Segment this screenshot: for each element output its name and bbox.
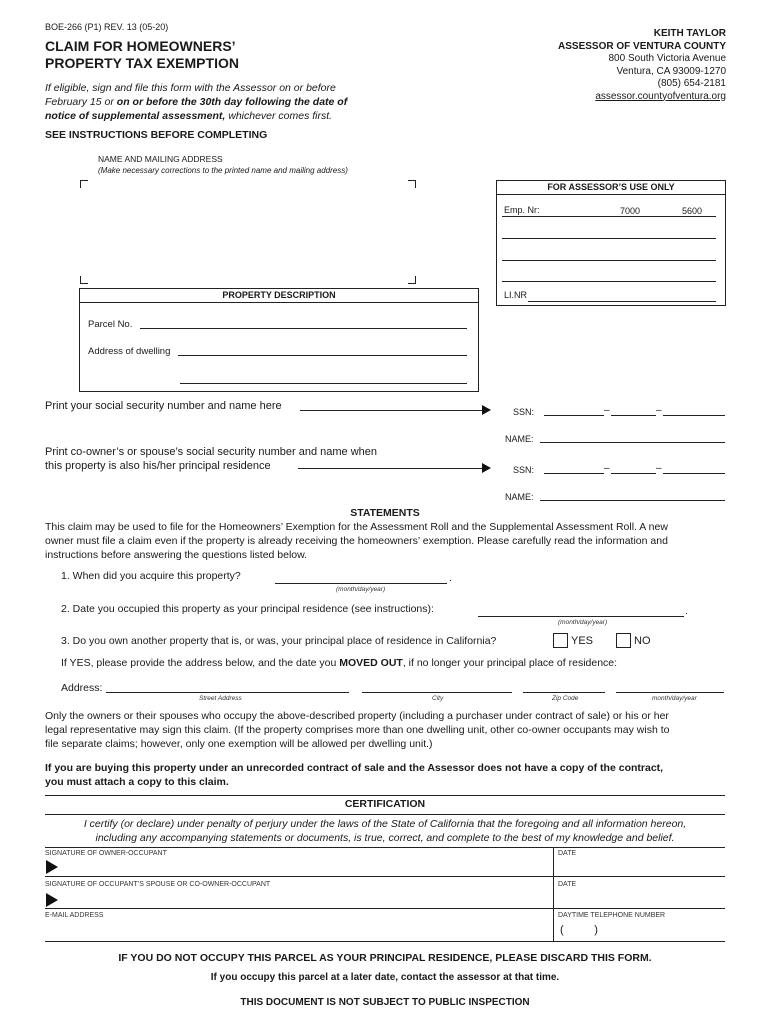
prior-moveout-date-input[interactable] (616, 692, 724, 693)
prior-street-input[interactable] (106, 692, 349, 693)
name-address-note: (Make necessary corrections to the printed name and mailing address) (98, 166, 348, 175)
assessor-city: Ventura, CA 93009-1270 (616, 65, 726, 77)
certification-header-rule (45, 814, 725, 815)
email-label: E-MAIL ADDRESS (45, 912, 104, 919)
see-instructions: SEE INSTRUCTIONS BEFORE COMPLETING (45, 129, 268, 141)
coowner-ssn-dash-1: – (604, 463, 610, 474)
statements-header: STATEMENTS (350, 507, 420, 519)
form-title-line2: PROPERTY TAX EXEMPTION (45, 55, 239, 71)
form-id: BOE-266 (P1) REV. 13 (05-20) (45, 22, 169, 32)
property-description-header: PROPERTY DESCRIPTION (80, 289, 478, 303)
acquire-date-hint: (month/day/year) (336, 586, 386, 593)
phone-label: DAYTIME TELEPHONE NUMBER (558, 912, 666, 919)
parcel-input[interactable] (140, 328, 467, 329)
parcel-label: Parcel No. (88, 319, 133, 330)
coowner-ssn-part1[interactable] (544, 473, 604, 474)
owner-ssn-dash-1: – (604, 405, 610, 416)
discard-notice: IF YOU DO NOT OCCUPY THIS PARCEL AS YOUR PRINCIPAL RESIDENCE, PLEASE DISCARD THIS FORM. (118, 952, 652, 964)
question-2: 2. Date you occupied this property as your principal residence (see instructions): (61, 603, 434, 615)
address-label: Address: (61, 682, 103, 694)
q1-period: . (449, 572, 452, 584)
arrow-right-icon (300, 410, 483, 411)
owner-name-label: NAME: (505, 434, 534, 444)
if-yes-instruction: If YES, please provide the address below, and the date you MOVED OUT, if no longer your principal place of residence: (61, 657, 618, 669)
owner-ssn-part3[interactable] (663, 415, 725, 416)
owner-ssn-label: SSN: (513, 407, 535, 417)
q2-period: . (685, 605, 688, 617)
coowner-name-input[interactable] (540, 500, 725, 501)
question-1: 1. When did you acquire this property? (61, 570, 241, 582)
certification-header: CERTIFICATION (344, 798, 426, 810)
dwelling-address-label: Address of dwelling (88, 346, 171, 357)
sig-row2-top (45, 876, 725, 877)
sig-divider (553, 847, 554, 941)
no-checkbox[interactable] (616, 633, 631, 648)
coowner-ssn-label: SSN: (513, 465, 535, 475)
owner-signature-label: SIGNATURE OF OWNER-OCCUPANT (45, 850, 167, 857)
corner-mark-bl (80, 276, 88, 284)
acquire-date-input[interactable] (275, 583, 447, 584)
question-3: 3. Do you own another property that is, or was, your principal place of residence in California? (61, 635, 497, 647)
spouse-signature-label: SIGNATURE OF OCCUPANT’S SPOUSE OR CO-OWNER-OCCUPANT (45, 881, 271, 888)
corner-mark-tr (408, 180, 416, 188)
coowner-ssn-part3[interactable] (663, 473, 725, 474)
assessor-use-header: FOR ASSESSOR’S USE ONLY (497, 181, 725, 195)
city-hint: City (432, 695, 444, 702)
intro-line3: notice of supplemental assessment, whichever comes first. (45, 110, 333, 122)
moveout-date-hint: month/day/year (652, 695, 697, 702)
owner-ssn-part1[interactable] (544, 415, 604, 416)
phone-field[interactable]: ( ) (560, 924, 598, 936)
later-occupancy-notice: If you occupy this parcel at a later date, contact the assessor at that time. (210, 972, 560, 983)
public-inspection-notice: THIS DOCUMENT IS NOT SUBJECT TO PUBLIC INSPECTION (240, 997, 530, 1008)
corner-mark-br (408, 276, 416, 284)
certification-text-1: I certify (or declare) under penalty of perjury under the laws of the State of California that the foregoing and all information hereon, (83, 818, 687, 830)
zip-hint: Zip Code (552, 695, 579, 702)
email-field[interactable] (45, 920, 550, 940)
assessor-use-box (496, 180, 726, 306)
assessor-line-4 (502, 281, 716, 282)
occupied-date-input[interactable] (478, 616, 684, 617)
coowner-ssn-prompt-2: this property is also his/her principal residence (45, 460, 271, 472)
assessor-street: 800 South Victoria Avenue (608, 53, 726, 64)
owner-ssn-prompt: Print your social security number and name here (45, 400, 282, 412)
sign-here-arrow-icon (46, 860, 58, 874)
assessor-office: ASSESSOR OF VENTURA COUNTY (558, 40, 726, 52)
coowner-ssn-part2[interactable] (611, 473, 656, 474)
sig-row1-top (45, 847, 725, 848)
owner-ssn-part2[interactable] (611, 415, 656, 416)
property-description-box (79, 288, 479, 392)
assessor-line-2 (502, 238, 716, 239)
linr-label: LI.NR (504, 290, 528, 300)
assessor-phone: (805) 654-2181 (657, 78, 726, 89)
statements-intro: This claim may be used to file for the Homeowners’ Exemption for the Assessment Roll and the Supplemental Assessment Roll. A new owner must file a claim even if the property is already receiving the homeowners’ exemption. Please carefully read the information and instructions before answering the questions listed below. (45, 521, 668, 561)
owner-name-input[interactable] (540, 442, 725, 443)
coowner-ssn-dash-2: – (656, 463, 662, 474)
address-window[interactable] (80, 180, 416, 284)
intro-line1: If eligible, sign and file this form with the Assessor on or before (45, 82, 336, 94)
emp-nr-value-2: 5600 (682, 206, 703, 216)
no-label: NO (634, 635, 651, 647)
yes-checkbox[interactable] (553, 633, 568, 648)
sign-here-arrow-icon (46, 893, 58, 907)
assessor-line-3 (502, 260, 716, 261)
corner-mark-tl (80, 180, 88, 188)
sig-row3-top (45, 908, 725, 909)
assessor-website-link[interactable]: assessor.countyofventura.org (595, 90, 726, 102)
sig-bottom (45, 941, 725, 942)
dwelling-address-input-2[interactable] (180, 383, 467, 384)
spouse-date-field[interactable] (558, 889, 724, 907)
assessor-name: KEITH TAYLOR (653, 28, 726, 39)
prior-zip-input[interactable] (523, 692, 605, 693)
certification-text-2: including any accompanying statements or documents, is true, correct, and complete to the best of my knowledge and belief. (95, 832, 675, 844)
intro-line2: February 15 or on or before the 30th day following the date of (45, 96, 348, 108)
eligibility-paragraph: Only the owners or their spouses who occupy the above-described property (including a purchaser under contract of sale) or his or her legal representative may sign this claim. (If the property comprises more than one dwelling unit, other co-owner occupants may wish to file separate claims; however, only one exemption will be allowed per dwelling unit.) (45, 710, 670, 750)
assessor-block (558, 28, 726, 103)
assessor-line-1 (502, 216, 716, 217)
owner-date-label: DATE (558, 850, 577, 857)
form-title-line1: CLAIM FOR HOMEOWNERS’ (45, 38, 236, 54)
owner-signature-field[interactable] (62, 858, 548, 875)
spouse-date-label: DATE (558, 881, 577, 888)
street-hint: Street Address (199, 695, 242, 702)
dwelling-address-input-1[interactable] (178, 355, 467, 356)
name-address-label: NAME AND MAILING ADDRESS (98, 154, 223, 164)
prior-city-input[interactable] (362, 692, 512, 693)
contract-notice: If you are buying this property under an unrecorded contract of sale and the Assessor does not have a copy of the contract, you must attach a copy to this claim. (45, 762, 664, 788)
coowner-ssn-prompt-1: Print co-owner’s or spouse’s social security number and name when (45, 446, 377, 458)
coowner-name-label: NAME: (505, 492, 534, 502)
occupied-date-hint: (month/day/year) (558, 619, 608, 626)
yes-label: YES (571, 635, 594, 647)
owner-date-field[interactable] (558, 858, 724, 875)
arrow-right-icon (298, 468, 483, 469)
emp-nr-value-1: 7000 (620, 206, 641, 216)
certification-top-rule (45, 795, 725, 796)
emp-nr-label: Emp. Nr: (504, 205, 540, 215)
owner-ssn-dash-2: – (656, 405, 662, 416)
linr-line (528, 301, 716, 302)
spouse-signature-field[interactable] (62, 889, 548, 907)
